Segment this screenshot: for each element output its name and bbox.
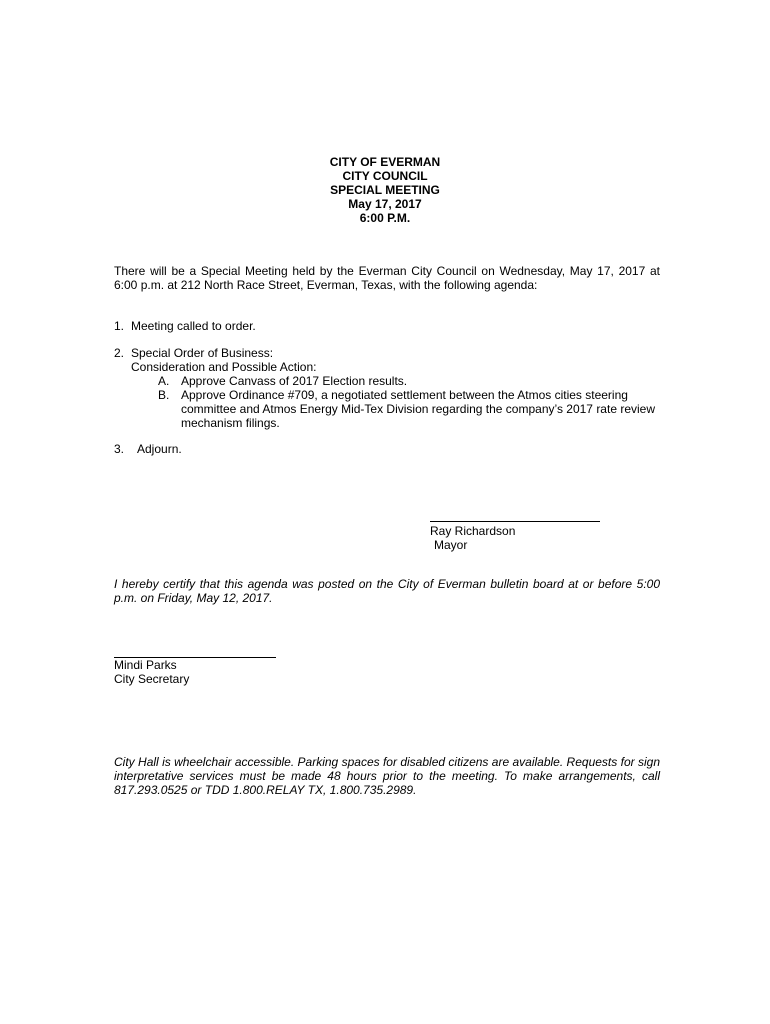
certification-statement: I hereby certify that this agenda was posted on the City of Everman bulletin board at or before 5:00 p.m. on Friday, May 12, 2017. xyxy=(114,577,660,605)
subitem-marker: A. xyxy=(158,374,170,388)
mayor-name: Ray Richardson xyxy=(430,524,516,538)
accessibility-notice: City Hall is wheelchair accessible. Parking spaces for disabled citizens are available. Requests for sign interpretative services must be made 48 hours prior to the meeting. To make arrangements, call 817.293.0525 or TDD 1.800.RELAY TX, 1.800.735.2989. xyxy=(114,755,660,797)
agenda-item-number: 2. xyxy=(114,346,125,360)
header-city: CITY OF EVERMAN xyxy=(329,155,441,169)
header-meeting-type: SPECIAL MEETING xyxy=(330,183,440,197)
agenda-item-text: Meeting called to order. xyxy=(131,319,256,333)
mayor-signature-block xyxy=(430,509,600,552)
header-council: CITY COUNCIL xyxy=(342,169,428,183)
signature-line xyxy=(114,645,276,658)
agenda-subheading: Consideration and Possible Action: xyxy=(131,360,317,374)
secretary-title: City Secretary xyxy=(114,672,190,686)
agenda-item-number: 1. xyxy=(114,319,125,333)
subitem-text: Approve Canvass of 2017 Election results. xyxy=(181,374,408,388)
agenda-item-number: 3. xyxy=(114,442,125,456)
intro-paragraph: There will be a Special Meeting held by the Everman City Council on Wednesday, May 17, 2017 at 6:00 p.m. at 212 North Race Street, Everman, Texas, with the following agenda: xyxy=(114,264,660,292)
meeting-header xyxy=(0,155,770,225)
header-date: May 17, 2017 xyxy=(348,197,422,211)
header-time: 6:00 P.M. xyxy=(359,211,411,225)
signature-line xyxy=(430,509,600,522)
agenda-item-text: Special Order of Business: xyxy=(131,346,274,360)
mayor-title: Mayor xyxy=(434,538,468,552)
secretary-signature-block xyxy=(114,645,276,686)
agenda-item-text: Adjourn. xyxy=(137,442,182,456)
secretary-name: Mindi Parks xyxy=(114,658,177,672)
subitem-text: Approve Ordinance #709, a negotiated settlement between the Atmos cities steering committee and Atmos Energy Mid-Tex Division regarding the company’s 2017 rate review mechanism filings. xyxy=(181,388,655,430)
subitem-marker: B. xyxy=(158,388,170,402)
